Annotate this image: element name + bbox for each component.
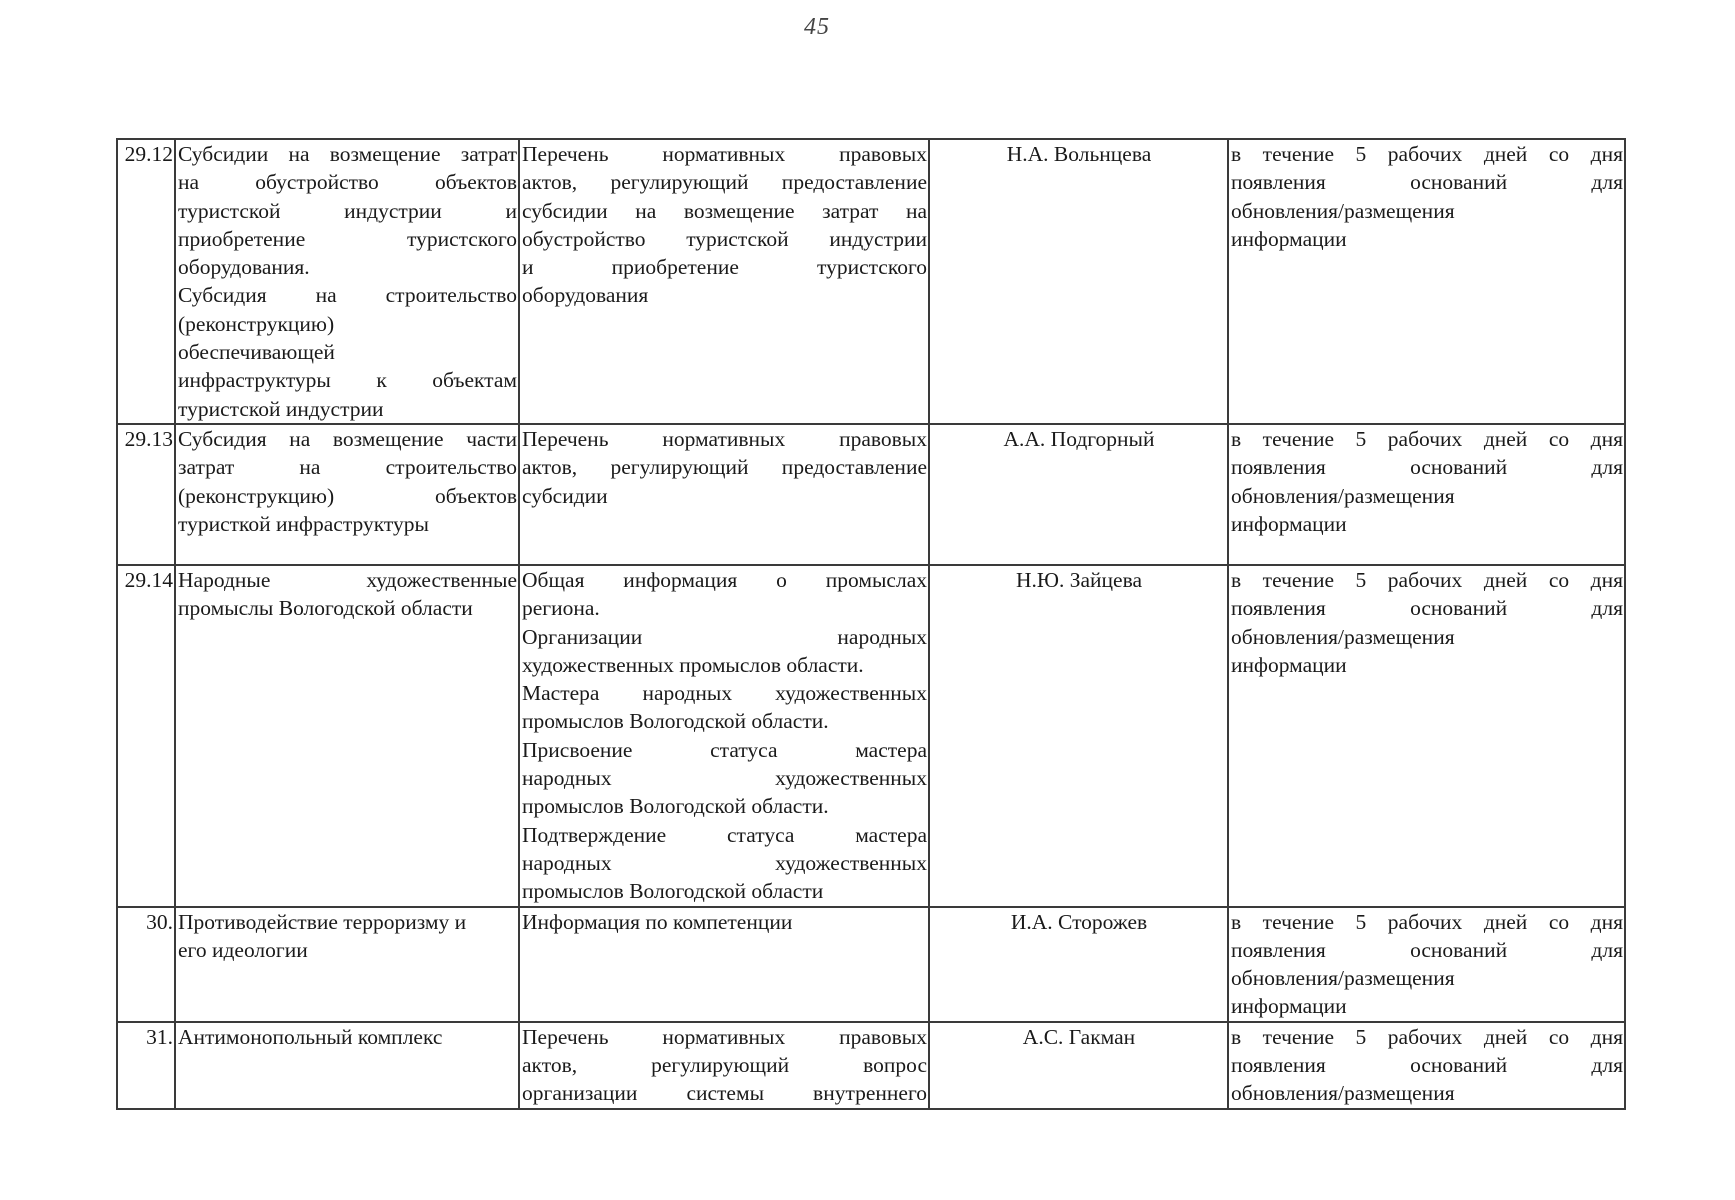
content-line: Информация по компетенции [522,909,793,934]
term-line: появления оснований для [1231,455,1623,480]
topic-line: (реконструкцию) [178,311,335,336]
term-line: появления оснований для [1231,1053,1623,1078]
topic-cell [175,907,519,1022]
content-line: региона. [522,596,600,621]
term-line: появления оснований для [1231,170,1623,195]
topic-line: Противодействие терроризму и [178,909,467,934]
topic-line: Народные художественные [178,567,517,592]
topic-cell [175,565,519,907]
content-line: актов, регулирующий вопрос [522,1053,927,1078]
content-line: Подтверждение статуса мастера [522,822,927,847]
content-line: субсидии на возмещение затрат на [522,198,927,223]
row-number: 31. [117,1022,175,1109]
term-line: информации [1231,511,1347,536]
content-cell [519,1022,929,1109]
content-cell [519,139,929,424]
term-line: обновления/размещения [1231,966,1455,991]
term-line: обновления/размещения [1231,483,1455,508]
page-number: 45 [804,14,830,40]
topic-line: приобретение туристского [178,226,517,251]
term-line: информации [1231,994,1347,1019]
topic-line: туристской индустрии [178,396,384,421]
row-number: 30. [117,907,175,1022]
content-line: актов, регулирующий предоставление [522,170,927,195]
content-line: организации системы внутреннего [522,1081,927,1106]
term-line: в течение 5 рабочих дней со дня [1231,567,1623,592]
topic-line: туристской индустрии и [178,198,517,223]
content-line: и приобретение туристского [522,255,927,280]
row-number: 29.13 [117,424,175,565]
responsible-cell: А.С. Гакман [929,1022,1228,1109]
row-number: 29.12 [117,139,175,424]
term-line: в течение 5 рабочих дней со дня [1231,426,1623,451]
content-line: промыслов Вологодской области. [522,794,829,819]
content-line: народных художественных [522,766,927,791]
topic-line: Антимонопольный комплекс [178,1024,443,1049]
topic-line: его идеологии [178,937,308,962]
content-line: промыслов Вологодской области. [522,709,829,734]
term-cell [1228,139,1625,424]
topic-line: Субсидия на строительство [178,283,517,308]
topic-line: промыслы Вологодской области [178,596,473,621]
table-row [117,1022,1625,1109]
term-line: обновления/размещения [1231,1081,1455,1106]
topic-cell [175,424,519,565]
responsible-cell: Н.Ю. Зайцева [929,565,1228,907]
term-line: информации [1231,226,1347,251]
term-cell [1228,907,1625,1022]
topic-cell [175,1022,519,1109]
topic-line: обеспечивающей [178,340,335,365]
topic-line: Субсидия на возмещение части [178,426,517,451]
content-cell [519,424,929,565]
topic-line: (реконструкцию) объектов [178,483,517,508]
content-line: Присвоение статуса мастера [522,737,927,762]
topic-line: Субсидии на возмещение затрат [178,142,517,166]
content-line: актов, регулирующий предоставление [522,455,927,480]
topic-line: затрат на строительство [178,455,517,480]
responsible-cell: Н.А. Вольнцева [929,139,1228,424]
content-line: субсидии [522,483,608,508]
term-line: в течение 5 рабочих дней со дня [1231,909,1623,934]
topic-line: инфраструктуры к объектам [178,368,517,393]
term-line: в течение 5 рабочих дней со дня [1231,1024,1623,1049]
topic-line: на обустройство объектов [178,170,517,195]
topic-cell [175,139,519,424]
topic-line: оборудования. [178,255,310,280]
document-table [116,138,1626,1110]
content-line: народных художественных [522,850,927,875]
term-line: появления оснований для [1231,937,1623,962]
content-line: Перечень нормативных правовых [522,1024,927,1049]
term-cell [1228,1022,1625,1109]
row-number: 29.14 [117,565,175,907]
term-line: обновления/размещения [1231,624,1455,649]
table-row [117,139,1625,424]
table-row [117,424,1625,565]
term-line: обновления/размещения [1231,198,1455,223]
term-line: в течение 5 рабочих дней со дня [1231,142,1623,166]
responsible-cell: А.А. Подгорный [929,424,1228,565]
content-line: Мастера народных художественных [522,681,927,706]
content-cell [519,565,929,907]
content-line: оборудования [522,283,649,308]
content-line: Перечень нормативных правовых [522,142,927,166]
content-line: промыслов Вологодской области [522,879,824,904]
content-line: обустройство туристской индустрии [522,226,927,251]
table-row [117,565,1625,907]
content-line: Общая информация о промыслах [522,567,927,592]
term-line: появления оснований для [1231,596,1623,621]
content-line: художественных промыслов области. [522,652,864,677]
term-line: информации [1231,652,1347,677]
term-cell [1228,424,1625,565]
content-line: Перечень нормативных правовых [522,426,927,451]
table-row [117,907,1625,1022]
content-line: Организации народных [522,624,927,649]
content-cell [519,907,929,1022]
topic-line: туристкой инфраструктуры [178,511,429,536]
responsible-cell: И.А. Сторожев [929,907,1228,1022]
term-cell [1228,565,1625,907]
